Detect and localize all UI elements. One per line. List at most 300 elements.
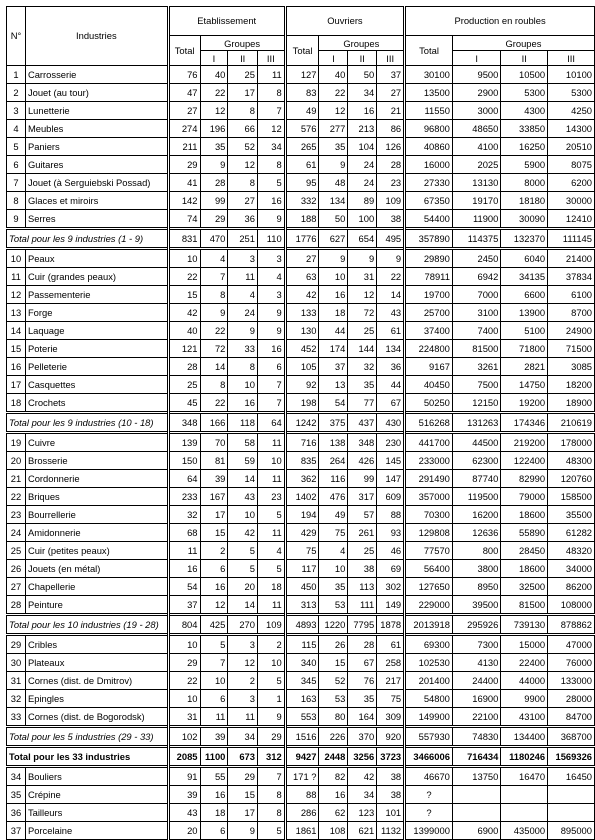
cell-ouv-total: 130 [285, 322, 319, 340]
cell-ouv-g1: 82 [319, 767, 348, 786]
table-row [7, 340, 595, 358]
cell-prod-total: 516268 [405, 413, 453, 433]
cell-prod-g1: 4130 [452, 654, 500, 672]
cell-etab-total: 43 [168, 804, 200, 822]
cell-prod-g2: 122400 [501, 452, 548, 470]
header-etab-g2: II [228, 51, 258, 66]
cell-ouv-g3: 309 [377, 708, 405, 727]
cell-etab-g2: 12 [228, 654, 258, 672]
cell-etab-g3: 7 [257, 376, 285, 394]
cell-ouv-g1: 22 [319, 84, 348, 102]
cell-prod-total: 19700 [405, 286, 453, 304]
cell-ouv-g3: 61 [377, 322, 405, 340]
cell-etab-g2: 52 [228, 138, 258, 156]
cell-etab-g1: 6 [200, 690, 228, 708]
cell-etab-g3: 7 [257, 394, 285, 413]
cell-prod-g2: 82990 [501, 470, 548, 488]
industry-name: Peaux [25, 249, 168, 268]
cell-etab-g3: 16 [257, 192, 285, 210]
industry-name: Chapellerie [25, 578, 168, 596]
cell-etab-g3: 23 [257, 488, 285, 506]
cell-ouv-total: 716 [285, 433, 319, 452]
cell-prod-g3: 84700 [548, 708, 595, 727]
table-row [7, 654, 595, 672]
cell-etab-g3: 9 [257, 304, 285, 322]
cell-ouv-g2: 164 [348, 708, 377, 727]
cell-ouv-g3: 14 [377, 286, 405, 304]
cell-ouv-g3: 93 [377, 524, 405, 542]
cell-ouv-g1: 44 [319, 322, 348, 340]
cell-ouv-g2: 113 [348, 578, 377, 596]
table-row [7, 433, 595, 452]
cell-prod-g1: 3100 [452, 304, 500, 322]
cell-prod-g2: 6600 [501, 286, 548, 304]
cell-etab-g2: 3 [228, 690, 258, 708]
cell-ouv-g2: 25 [348, 322, 377, 340]
cell-etab-g2: 4 [228, 286, 258, 304]
cell-prod-total: 77570 [405, 542, 453, 560]
cell-etab-total: 10 [168, 635, 200, 654]
row-number: 23 [7, 506, 26, 524]
cell-etab-g2: 3 [228, 249, 258, 268]
cell-prod-g2: 30090 [501, 210, 548, 229]
cell-etab-g2: 9 [228, 322, 258, 340]
cell-prod-g3: 210619 [548, 413, 595, 433]
cell-etab-g3: 9 [257, 210, 285, 229]
cell-ouv-g1: 48 [319, 174, 348, 192]
cell-ouv-g2: 99 [348, 470, 377, 488]
cell-etab-g3: 1 [257, 690, 285, 708]
cell-etab-total: 76 [168, 66, 200, 84]
cell-ouv-total: 1242 [285, 413, 319, 433]
cell-ouv-g3: 67 [377, 394, 405, 413]
cell-ouv-g2: 12 [348, 286, 377, 304]
cell-prod-g1: 16200 [452, 506, 500, 524]
cell-etab-g1: 1100 [200, 747, 228, 767]
cell-etab-total: 31 [168, 708, 200, 727]
cell-ouv-g2: 123 [348, 804, 377, 822]
cell-etab-g1: 15 [200, 524, 228, 542]
cell-etab-g2: 11 [228, 268, 258, 286]
cell-etab-g3: 64 [257, 413, 285, 433]
cell-etab-g1: 70 [200, 433, 228, 452]
cell-etab-g1: 16 [200, 786, 228, 804]
cell-prod-g3: 18200 [548, 376, 595, 394]
row-number: 8 [7, 192, 26, 210]
cell-prod-g1: 7300 [452, 635, 500, 654]
table-row [7, 578, 595, 596]
industry-name: Guitares [25, 156, 168, 174]
cell-prod-total: 3466006 [405, 747, 453, 767]
cell-ouv-g1: 52 [319, 672, 348, 690]
cell-prod-g2: 6040 [501, 249, 548, 268]
cell-ouv-g2: 24 [348, 174, 377, 192]
cell-etab-g1: 72 [200, 340, 228, 358]
cell-prod-total: 291490 [405, 470, 453, 488]
cell-prod-g3: 35500 [548, 506, 595, 524]
cell-ouv-g1: 62 [319, 804, 348, 822]
table-row [7, 506, 595, 524]
cell-ouv-g3: 149 [377, 596, 405, 615]
subtotal-label: Total pour les 9 industries (1 - 9) [7, 229, 169, 249]
cell-ouv-total: 1861 [285, 822, 319, 840]
table-row [7, 708, 595, 727]
cell-prod-g1 [452, 786, 500, 804]
cell-ouv-total: 345 [285, 672, 319, 690]
cell-ouv-g1: 49 [319, 506, 348, 524]
cell-etab-total: 139 [168, 433, 200, 452]
cell-etab-g2: 24 [228, 304, 258, 322]
cell-prod-g2: 435000 [501, 822, 548, 840]
cell-prod-g1: 3800 [452, 560, 500, 578]
cell-prod-g1: 2900 [452, 84, 500, 102]
cell-prod-g1: 800 [452, 542, 500, 560]
cell-prod-g2: 134400 [501, 727, 548, 747]
cell-etab-g3: 9 [257, 708, 285, 727]
cell-ouv-g1: 10 [319, 268, 348, 286]
row-number: 10 [7, 249, 26, 268]
row-number: 21 [7, 470, 26, 488]
header-prod-groupes: Groupes [452, 36, 594, 51]
cell-etab-g2: 36 [228, 210, 258, 229]
cell-ouv-g3: 3723 [377, 747, 405, 767]
header-etab-g1: I [200, 51, 228, 66]
cell-etab-g3: 4 [257, 268, 285, 286]
industry-name: Cuir (petites peaux) [25, 542, 168, 560]
cell-etab-total: 16 [168, 560, 200, 578]
industry-name: Jouets (en métal) [25, 560, 168, 578]
row-number: 24 [7, 524, 26, 542]
cell-ouv-total: 171 ? [285, 767, 319, 786]
cell-etab-total: 40 [168, 322, 200, 340]
cell-etab-g1: 7 [200, 654, 228, 672]
cell-etab-total: 45 [168, 394, 200, 413]
header-prod-total: Total [405, 36, 453, 66]
cell-prod-g3: 5300 [548, 84, 595, 102]
cell-prod-g3: 120760 [548, 470, 595, 488]
cell-etab-g3: 5 [257, 174, 285, 192]
cell-ouv-g3: 258 [377, 654, 405, 672]
cell-prod-total: 25700 [405, 304, 453, 322]
cell-etab-total: 25 [168, 376, 200, 394]
cell-ouv-total: 27 [285, 249, 319, 268]
table-row [7, 376, 595, 394]
cell-ouv-g3: 61 [377, 635, 405, 654]
cell-ouv-g3: 430 [377, 413, 405, 433]
cell-ouv-g3: 22 [377, 268, 405, 286]
cell-prod-g1: 9500 [452, 66, 500, 84]
cell-prod-g2: 9900 [501, 690, 548, 708]
cell-prod-total: 37400 [405, 322, 453, 340]
table-row [7, 192, 595, 210]
cell-prod-g3: 21400 [548, 249, 595, 268]
cell-ouv-total: 63 [285, 268, 319, 286]
cell-etab-total: 102 [168, 727, 200, 747]
cell-etab-g1: 17 [200, 506, 228, 524]
cell-etab-g3: 110 [257, 229, 285, 249]
subtotal-label: Total pour les 5 industries (29 - 33) [7, 727, 169, 747]
cell-ouv-total: 1402 [285, 488, 319, 506]
cell-etab-total: 37 [168, 596, 200, 615]
cell-ouv-g3: 38 [377, 786, 405, 804]
cell-etab-g1: 40 [200, 66, 228, 84]
cell-ouv-g1: 16 [319, 786, 348, 804]
cell-prod-g2: 14750 [501, 376, 548, 394]
row-number: 30 [7, 654, 26, 672]
cell-etab-g2: 29 [228, 767, 258, 786]
cell-ouv-g3: 75 [377, 690, 405, 708]
header-prod-g2: II [501, 51, 548, 66]
cell-prod-total: 9167 [405, 358, 453, 376]
cell-ouv-g3: 920 [377, 727, 405, 747]
cell-ouv-g3: 109 [377, 192, 405, 210]
cell-prod-g1: 3261 [452, 358, 500, 376]
cell-prod-g1: 7400 [452, 322, 500, 340]
cell-ouv-g3: 38 [377, 767, 405, 786]
cell-ouv-g1: 35 [319, 138, 348, 156]
industry-name: Crépine [25, 786, 168, 804]
industry-name: Paniers [25, 138, 168, 156]
row-number: 32 [7, 690, 26, 708]
cell-prod-g3: 895000 [548, 822, 595, 840]
cell-prod-g1: 19170 [452, 192, 500, 210]
cell-prod-g3: 878862 [548, 615, 595, 635]
cell-prod-g1: 62300 [452, 452, 500, 470]
cell-ouv-g3: 23 [377, 174, 405, 192]
industry-name: Cuivre [25, 433, 168, 452]
cell-prod-g3: 8700 [548, 304, 595, 322]
cell-prod-total: 102530 [405, 654, 453, 672]
cell-etab-g3: 16 [257, 340, 285, 358]
cell-prod-g3: 30000 [548, 192, 595, 210]
cell-prod-g3: 16450 [548, 767, 595, 786]
industry-name: Laquage [25, 322, 168, 340]
industry-name: Briques [25, 488, 168, 506]
cell-etab-g1: 10 [200, 672, 228, 690]
cell-prod-g1: 114375 [452, 229, 500, 249]
cell-etab-g3: 8 [257, 804, 285, 822]
cell-prod-total: 96800 [405, 120, 453, 138]
industry-name: Epingles [25, 690, 168, 708]
cell-etab-g1: 470 [200, 229, 228, 249]
cell-ouv-total: 313 [285, 596, 319, 615]
cell-etab-g3: 8 [257, 786, 285, 804]
industries-statistics-table [6, 6, 595, 840]
cell-etab-total: 47 [168, 84, 200, 102]
cell-ouv-g3: 88 [377, 506, 405, 524]
cell-ouv-g1: 277 [319, 120, 348, 138]
industry-name: Crochets [25, 394, 168, 413]
row-number: 22 [7, 488, 26, 506]
cell-prod-total: 201400 [405, 672, 453, 690]
cell-prod-g2: 28450 [501, 542, 548, 560]
cell-etab-g2: 12 [228, 156, 258, 174]
table-row [7, 102, 595, 120]
table-row [7, 322, 595, 340]
cell-ouv-g1: 13 [319, 376, 348, 394]
cell-etab-g1: 7 [200, 268, 228, 286]
cell-ouv-total: 4893 [285, 615, 319, 635]
cell-prod-total: 441700 [405, 433, 453, 452]
cell-etab-g1: 35 [200, 138, 228, 156]
row-number: 18 [7, 394, 26, 413]
cell-ouv-total: 75 [285, 542, 319, 560]
cell-prod-g2 [501, 804, 548, 822]
cell-ouv-g1: 174 [319, 340, 348, 358]
cell-etab-g3: 3 [257, 286, 285, 304]
cell-prod-g3: 6200 [548, 174, 595, 192]
cell-etab-total: 11 [168, 542, 200, 560]
cell-prod-total: 11550 [405, 102, 453, 120]
header-ouv-total: Total [285, 36, 319, 66]
cell-ouv-total: 95 [285, 174, 319, 192]
cell-prod-g1: 24400 [452, 672, 500, 690]
cell-ouv-total: 49 [285, 102, 319, 120]
table-row [7, 560, 595, 578]
cell-ouv-g2: 24 [348, 156, 377, 174]
row-number: 15 [7, 340, 26, 358]
cell-etab-g3: 109 [257, 615, 285, 635]
cell-etab-g2: 8 [228, 102, 258, 120]
cell-etab-total: 233 [168, 488, 200, 506]
cell-etab-g2: 27 [228, 192, 258, 210]
header-etab-g3: III [257, 51, 285, 66]
cell-prod-total: 70300 [405, 506, 453, 524]
table-row [7, 542, 595, 560]
cell-prod-g2: 79000 [501, 488, 548, 506]
table-row [7, 524, 595, 542]
cell-ouv-g3: 27 [377, 84, 405, 102]
cell-etab-g3: 11 [257, 596, 285, 615]
cell-ouv-g3: 36 [377, 358, 405, 376]
cell-prod-total: 127650 [405, 578, 453, 596]
cell-etab-g3: 5 [257, 822, 285, 840]
table-row [7, 249, 595, 268]
cell-etab-total: 10 [168, 249, 200, 268]
table-row [7, 488, 595, 506]
cell-etab-g1: 8 [200, 376, 228, 394]
cell-prod-g2: 18600 [501, 560, 548, 578]
cell-etab-g1: 9 [200, 304, 228, 322]
cell-prod-g3: 47000 [548, 635, 595, 654]
cell-prod-g3: 111145 [548, 229, 595, 249]
cell-etab-g2: 9 [228, 822, 258, 840]
cell-ouv-total: 42 [285, 286, 319, 304]
cell-etab-g2: 14 [228, 470, 258, 488]
cell-ouv-total: 340 [285, 654, 319, 672]
cell-ouv-g2: 89 [348, 192, 377, 210]
header-ouvriers: Ouvriers [285, 7, 404, 36]
cell-ouv-g3: 134 [377, 340, 405, 358]
cell-ouv-g1: 54 [319, 394, 348, 413]
cell-prod-g2: 739130 [501, 615, 548, 635]
industry-name: Plateaux [25, 654, 168, 672]
cell-ouv-g1: 116 [319, 470, 348, 488]
cell-etab-g2: 42 [228, 524, 258, 542]
cell-ouv-total: 9427 [285, 747, 319, 767]
cell-etab-g2: 8 [228, 174, 258, 192]
cell-ouv-g3: 44 [377, 376, 405, 394]
header-ouv-g1: I [319, 51, 348, 66]
cell-etab-total: 42 [168, 304, 200, 322]
cell-etab-total: 27 [168, 102, 200, 120]
cell-ouv-g1: 9 [319, 249, 348, 268]
cell-etab-g2: 251 [228, 229, 258, 249]
header-etablissement: Etablissement [168, 7, 285, 36]
cell-etab-g3: 11 [257, 433, 285, 452]
cell-prod-g3: 3085 [548, 358, 595, 376]
industry-name: Casquettes [25, 376, 168, 394]
table-row [7, 138, 595, 156]
cell-ouv-g3: 609 [377, 488, 405, 506]
cell-ouv-g1: 35 [319, 578, 348, 596]
table-row [7, 767, 595, 786]
cell-etab-total: 2085 [168, 747, 200, 767]
row-number: 29 [7, 635, 26, 654]
cell-prod-g3: 158500 [548, 488, 595, 506]
cell-ouv-total: 553 [285, 708, 319, 727]
cell-ouv-g2: 25 [348, 542, 377, 560]
cell-ouv-total: 1516 [285, 727, 319, 747]
cell-etab-g1: 2 [200, 542, 228, 560]
cell-prod-total: 229000 [405, 596, 453, 615]
row-number: 19 [7, 433, 26, 452]
cell-prod-g1: 4100 [452, 138, 500, 156]
cell-etab-g1: 28 [200, 174, 228, 192]
cell-prod-total: ? [405, 804, 453, 822]
cell-ouv-total: 429 [285, 524, 319, 542]
cell-etab-g1: 39 [200, 727, 228, 747]
cell-prod-g1: 13750 [452, 767, 500, 786]
cell-ouv-total: 362 [285, 470, 319, 488]
cell-ouv-g3: 1878 [377, 615, 405, 635]
row-number: 34 [7, 767, 26, 786]
cell-prod-g3: 6100 [548, 286, 595, 304]
cell-etab-g3: 9 [257, 322, 285, 340]
table-row [7, 84, 595, 102]
cell-etab-g1: 425 [200, 615, 228, 635]
cell-ouv-g1: 264 [319, 452, 348, 470]
cell-etab-g3: 7 [257, 102, 285, 120]
cell-etab-total: 91 [168, 767, 200, 786]
cell-etab-g2: 2 [228, 672, 258, 690]
cell-etab-total: 22 [168, 268, 200, 286]
cell-ouv-total: 92 [285, 376, 319, 394]
row-number: 2 [7, 84, 26, 102]
cell-ouv-total: 115 [285, 635, 319, 654]
cell-prod-g2: 5100 [501, 322, 548, 340]
cell-prod-total: 1399000 [405, 822, 453, 840]
cell-ouv-g2: 654 [348, 229, 377, 249]
header-etab-total: Total [168, 36, 200, 66]
cell-prod-g2: 4300 [501, 102, 548, 120]
cell-ouv-total: 835 [285, 452, 319, 470]
cell-ouv-g3: 126 [377, 138, 405, 156]
cell-etab-total: 39 [168, 786, 200, 804]
cell-etab-g2: 17 [228, 804, 258, 822]
row-number: 5 [7, 138, 26, 156]
cell-ouv-g3: 28 [377, 156, 405, 174]
header-ouv-g3: III [377, 51, 405, 66]
cell-ouv-g2: 437 [348, 413, 377, 433]
cell-prod-total: 30100 [405, 66, 453, 84]
cell-ouv-total: 452 [285, 340, 319, 358]
cell-ouv-g2: 348 [348, 433, 377, 452]
industry-name: Jouet (à Serguiebski Possad) [25, 174, 168, 192]
cell-etab-g1: 22 [200, 322, 228, 340]
cell-etab-total: 20 [168, 822, 200, 840]
industry-name: Passementerie [25, 286, 168, 304]
